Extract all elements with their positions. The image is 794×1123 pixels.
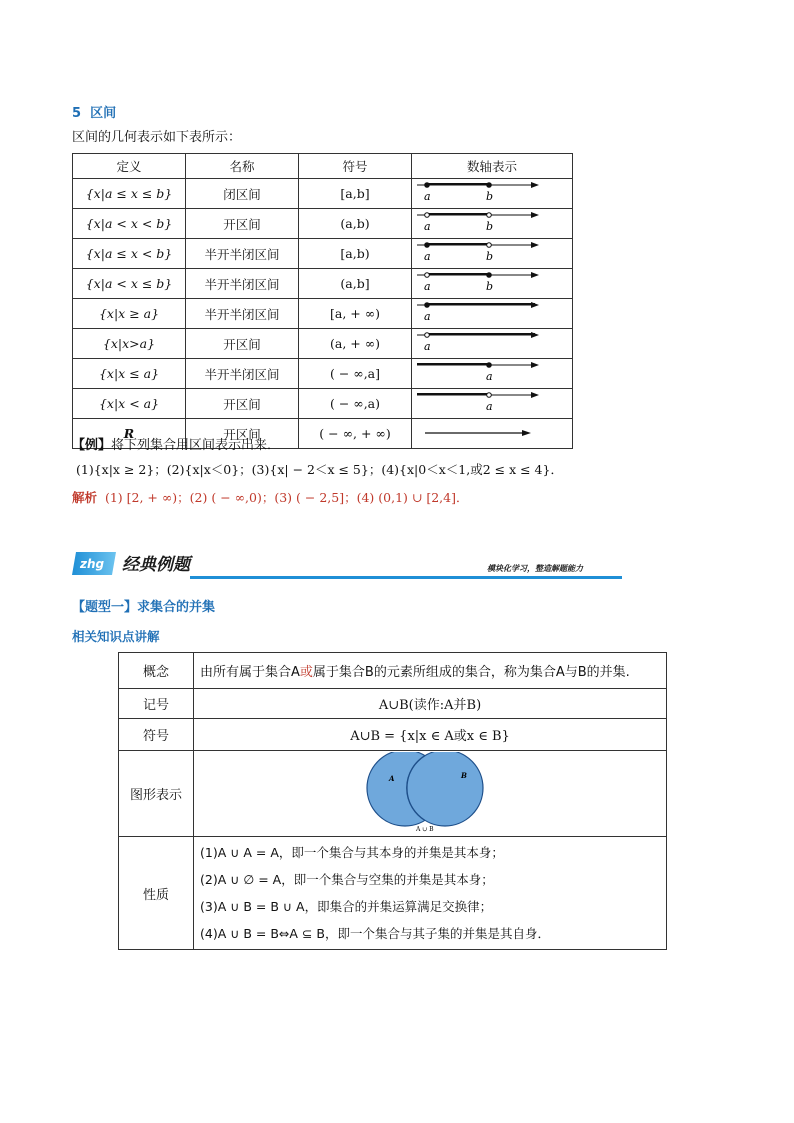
endpoint-label: a	[424, 220, 431, 233]
related-knowledge-heading: 相关知识点讲解	[72, 629, 160, 644]
question-type-tag: 【题型一】	[72, 600, 138, 615]
answer-label: 解析	[72, 490, 98, 505]
union-row-figure	[119, 751, 667, 837]
interval-row	[73, 209, 573, 239]
interval-symbol: (a,b)	[299, 209, 412, 239]
closed-endpoint	[425, 303, 430, 308]
endpoint-label: a	[424, 190, 431, 203]
interval-name: 半开半闭区间	[186, 359, 299, 389]
number-line-cell	[412, 179, 573, 209]
number-line	[417, 179, 567, 205]
endpoint-label: a	[424, 310, 431, 323]
example-text: 将下列集合用区间表示出来．	[111, 438, 281, 453]
axis-arrowhead	[531, 212, 539, 218]
closed-endpoint	[425, 183, 430, 188]
concept-rich-text: 由所有属于集合A或属于集合B的元素所组成的集合，称为集合A与B的并集.	[200, 665, 630, 680]
interval-symbol: (a,b]	[299, 269, 412, 299]
interval-row	[73, 179, 573, 209]
section-intro: 区间的几何表示如下表所示：	[72, 130, 242, 145]
header-definition: 定义	[73, 154, 186, 179]
property-4: (4)A ∪ B = B⇔A ⊆ B，即一个集合与其子集的并集是其自身．	[200, 926, 550, 941]
interval-row	[73, 239, 573, 269]
interval-name: 开区间	[186, 209, 299, 239]
property-1: (1)A ∪ A = A，即一个集合与其本身的并集是其本身；	[200, 845, 504, 860]
example-tag: 【例】	[72, 438, 112, 453]
number-line	[417, 359, 567, 385]
interval-symbol: [a, + ∞)	[299, 299, 412, 329]
question-type-title: 求集合的并集	[137, 600, 216, 615]
number-line-cell	[412, 389, 573, 419]
answer-text: (1) [2, + ∞)；(2) ( − ∞,0)；(3) ( − 2,5]；(4) (0,1) ∪ [2,4]．	[104, 490, 469, 505]
interval-symbol: ( − ∞, + ∞)	[299, 419, 412, 449]
open-endpoint	[425, 213, 430, 218]
interval-definition: {x|x ≤ a}	[73, 359, 186, 389]
interval-definition: {x|x>a}	[73, 329, 186, 359]
union-table	[118, 652, 667, 950]
endpoint-label: a	[424, 340, 431, 353]
interval-definition: {x|x ≥ a}	[73, 299, 186, 329]
notation-label: 记号	[119, 689, 194, 719]
interval-definition: {x|a ≤ x ≤ b}	[73, 179, 186, 209]
endpoint-label: a	[424, 250, 431, 263]
number-line-cell	[412, 269, 573, 299]
endpoint-label: a	[486, 400, 493, 413]
open-endpoint	[425, 273, 430, 278]
number-line-cell	[412, 329, 573, 359]
venn-label-a: A	[389, 773, 395, 783]
number-line-cell	[412, 239, 573, 269]
number-line	[417, 269, 567, 295]
axis-arrowhead	[531, 302, 539, 308]
number-line	[417, 209, 567, 235]
closed-endpoint	[487, 183, 492, 188]
endpoint-label: b	[486, 280, 494, 293]
number-line	[417, 419, 567, 445]
closed-endpoint	[487, 273, 492, 278]
notation-text: A∪B(读作:A并B)	[194, 689, 667, 719]
interval-definition: {x|x < a}	[73, 389, 186, 419]
header-symbol: 符号	[299, 154, 412, 179]
number-line	[417, 389, 567, 415]
section-number: 5	[72, 106, 82, 121]
interval-definition: {x|a ≤ x < b}	[73, 239, 186, 269]
symbol-label: 符号	[119, 719, 194, 751]
property-3: (3)A ∪ B = B ∪ A，即集合的并集运算满足交换律；	[200, 899, 493, 914]
number-line	[417, 299, 567, 325]
concept-text	[194, 653, 667, 689]
number-line	[417, 329, 567, 355]
axis-arrowhead	[531, 392, 539, 398]
section-title: 区间	[90, 106, 117, 121]
banner-underline	[190, 576, 622, 579]
section-banner	[72, 549, 624, 581]
concept-highlight: 或	[299, 665, 313, 680]
endpoint-label: b	[486, 250, 494, 263]
example-items: (1){x|x ≥ 2}；(2){x|x＜0}；(3){x| − 2＜x ≤ 5}；(4){x|0＜x＜1,或2 ≤ x ≤ 4}．	[76, 462, 563, 477]
interval-row	[73, 329, 573, 359]
endpoint-label: a	[424, 280, 431, 293]
endpoint-label: b	[486, 220, 494, 233]
axis-arrowhead	[531, 242, 539, 248]
interval-symbol: [a,b]	[299, 179, 412, 209]
banner-slogan: 模块化学习，整造解题能力	[487, 564, 583, 573]
axis-arrowhead	[531, 182, 539, 188]
axis-arrowhead	[531, 362, 539, 368]
interval-row	[73, 359, 573, 389]
union-row-notation	[119, 689, 667, 719]
section-heading	[72, 102, 116, 121]
header-number-line: 数轴表示	[412, 154, 573, 179]
venn-diagram	[360, 752, 500, 832]
open-endpoint	[487, 393, 492, 398]
interval-name: 半开半闭区间	[186, 239, 299, 269]
interval-row	[73, 269, 573, 299]
example-heading	[72, 434, 280, 453]
endpoint-label: a	[486, 370, 493, 383]
banner-logo-text: zhg	[80, 557, 105, 571]
interval-name: 开区间	[186, 329, 299, 359]
venn-cell	[194, 751, 667, 837]
interval-definition: {x|a < x < b}	[73, 209, 186, 239]
interval-name: 闭区间	[186, 179, 299, 209]
axis-arrowhead	[531, 332, 539, 338]
interval-name: 开区间	[186, 389, 299, 419]
property-2: (2)A ∪ ∅ = A，即一个集合与空集的并集是其本身；	[200, 872, 494, 887]
axis-arrowhead	[522, 430, 531, 436]
concept-label: 概念	[119, 653, 194, 689]
union-row-concept	[119, 653, 667, 689]
question-type-heading	[72, 596, 215, 615]
interval-row	[73, 299, 573, 329]
interval-symbol: ( − ∞,a)	[299, 389, 412, 419]
union-row-symbol	[119, 719, 667, 751]
interval-definition: R	[73, 419, 186, 449]
endpoint-label: b	[486, 190, 494, 203]
property-label: 性质	[119, 837, 194, 950]
interval-name: 半开半闭区间	[186, 299, 299, 329]
interval-symbol: ( − ∞,a]	[299, 359, 412, 389]
open-endpoint	[487, 213, 492, 218]
closed-endpoint	[425, 243, 430, 248]
banner-title: 经典例题	[122, 555, 190, 575]
axis-arrowhead	[531, 272, 539, 278]
property-cell	[194, 837, 667, 950]
interval-table-header	[73, 154, 573, 179]
venn-caption: A ∪ B	[416, 825, 434, 832]
number-line	[417, 239, 567, 265]
interval-name: 开区间	[186, 419, 299, 449]
interval-symbol: [a,b)	[299, 239, 412, 269]
interval-name: 半开半闭区间	[186, 269, 299, 299]
interval-symbol: (a, + ∞)	[299, 329, 412, 359]
open-endpoint	[487, 243, 492, 248]
number-line-cell	[412, 209, 573, 239]
number-line-cell	[412, 419, 573, 449]
header-name: 名称	[186, 154, 299, 179]
figure-label: 图形表示	[119, 751, 194, 837]
venn-label-b: B	[461, 770, 467, 780]
number-line-cell	[412, 299, 573, 329]
interval-table	[72, 153, 573, 449]
union-row-properties	[119, 837, 667, 950]
number-line-cell	[412, 359, 573, 389]
interval-row	[73, 389, 573, 419]
open-endpoint	[425, 333, 430, 338]
interval-definition: {x|a < x ≤ b}	[73, 269, 186, 299]
example-answer	[72, 488, 468, 506]
closed-endpoint	[487, 363, 492, 368]
symbol-text: A∪B = {x|x ∈ A或x ∈ B}	[194, 719, 667, 751]
